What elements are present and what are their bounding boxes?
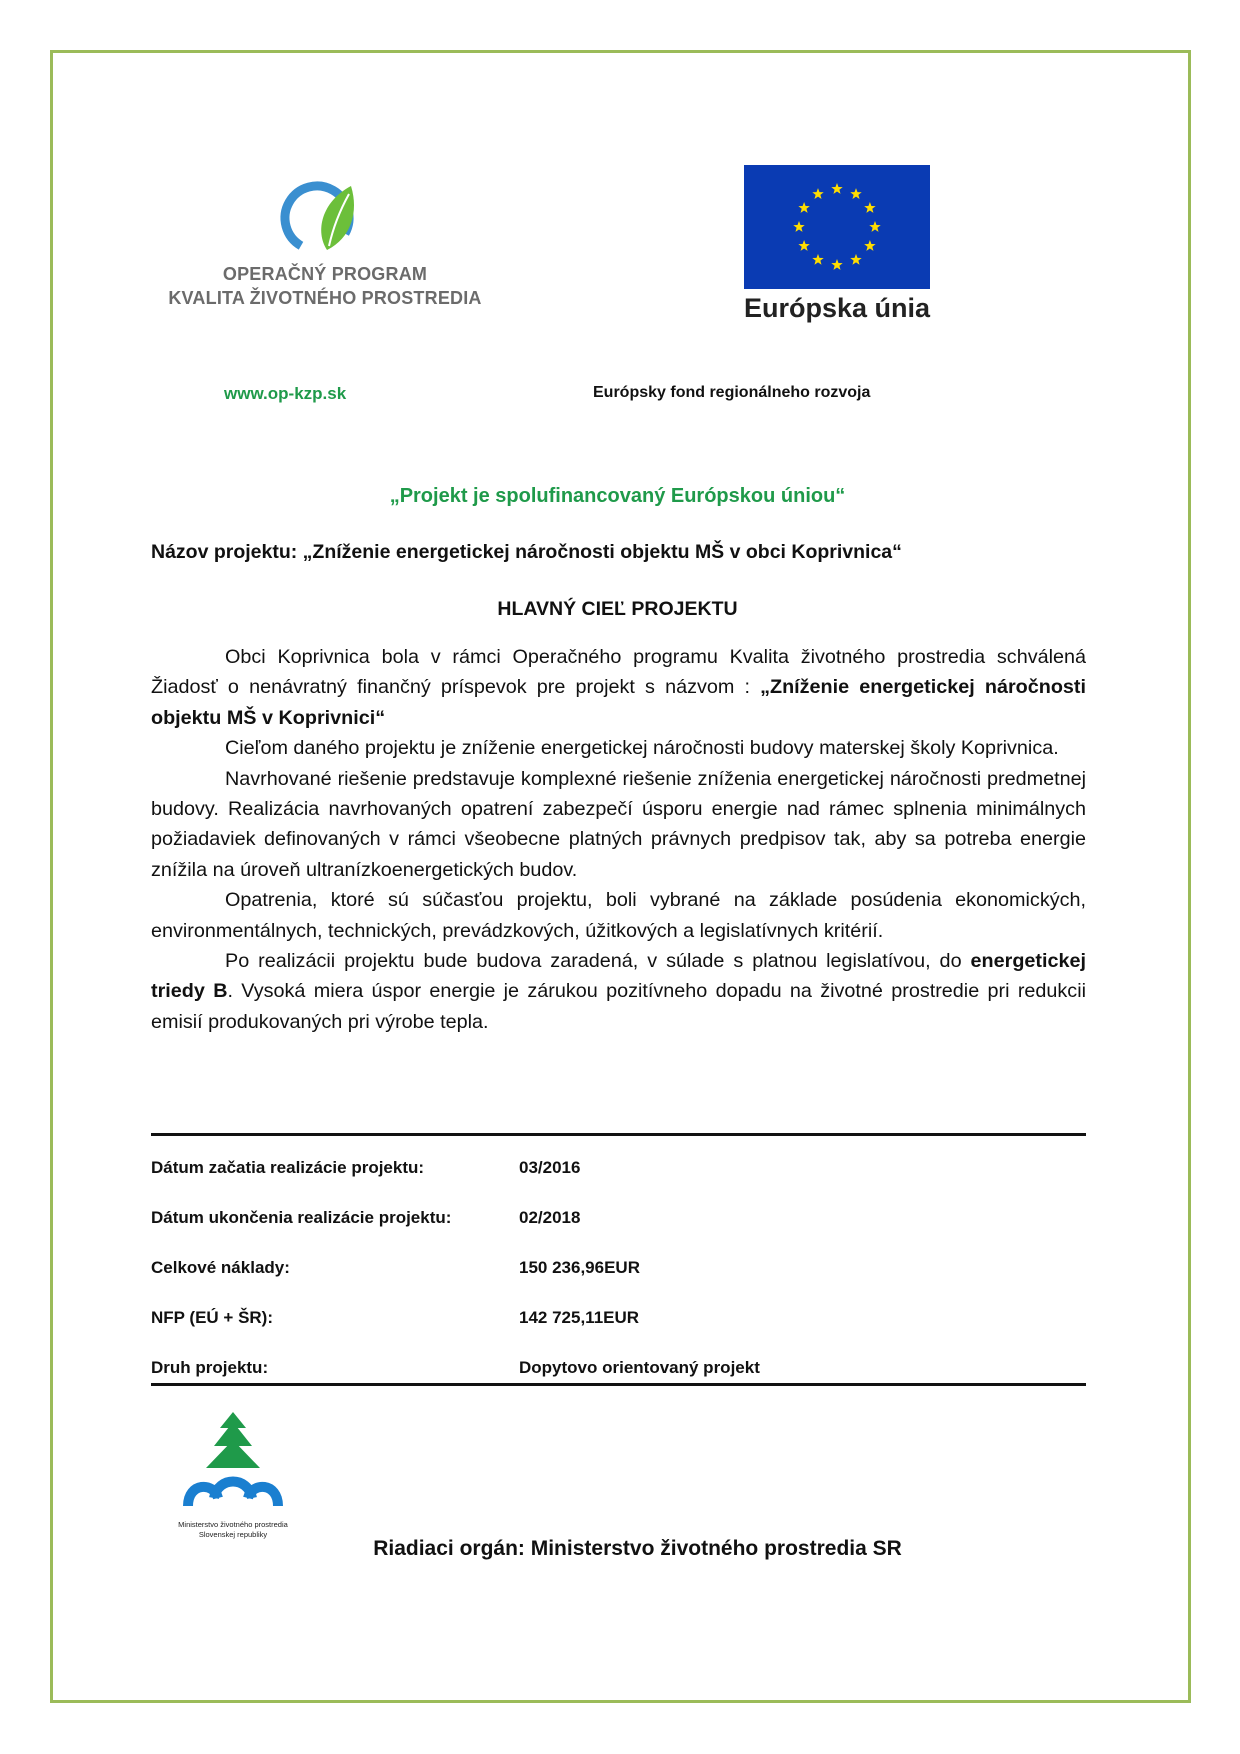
detail-value: 02/2018: [519, 1208, 581, 1227]
detail-row: [151, 1358, 1086, 1382]
paragraph-1: [151, 642, 1086, 733]
detail-row: [151, 1258, 1086, 1282]
paragraph-5-text-a: Po realizácii projektu bude budova zaradená, v súlade s platnou legislatívou, do: [225, 950, 971, 973]
opkzp-line2: KVALITA ŽIVOTNÉHO PROSTREDIA: [168, 288, 482, 308]
eu-star-icon: [798, 240, 809, 251]
eu-star-icon: [812, 188, 823, 199]
eu-star-icon: [831, 183, 842, 194]
eu-star-icon: [793, 221, 804, 232]
paragraph-5-text-b: . Vysoká miera úspor energie je zárukou pozitívneho dopadu na životné prostredie pri redukcii emisií produkovaných pri výrobe tepla.: [151, 980, 1086, 1033]
project-name: Názov projektu: „Zníženie energetickej náročnosti objektu MŠ v obci Koprivnica“: [151, 541, 902, 563]
paragraph-4: Opatrenia, ktoré sú súčasťou projektu, boli vybrané na základe posúdenia ekonomických, environmentálnych, technických, prevádzkových, úžitkových a legislatívnych kritérií.: [151, 889, 1086, 942]
detail-value: 03/2016: [519, 1158, 581, 1177]
eu-star-icon: [864, 240, 875, 251]
project-details-table: [151, 1133, 1086, 1386]
detail-value: 150 236,96EUR: [519, 1258, 640, 1277]
eu-star-icon: [869, 221, 880, 232]
eu-label: Európska únia: [743, 293, 931, 323]
opkzp-line1: OPERAČNÝ PROGRAM: [222, 264, 428, 284]
detail-label: Dátum začatia realizácie projektu:: [151, 1158, 425, 1177]
opkzp-logo: [165, 168, 485, 318]
eu-star-icon: [850, 254, 861, 265]
eu-star-icon: [831, 259, 842, 270]
managing-authority: Riadiaci orgán: Ministerstvo životného prostredia SR: [373, 1537, 902, 1560]
detail-label: Druh projektu:: [151, 1358, 269, 1377]
eu-star-icon: [850, 188, 861, 199]
ministry-caption-line1: Ministerstvo životného prostredia: [178, 1520, 288, 1529]
project-description: [151, 642, 1086, 1037]
eu-star-icon: [812, 254, 823, 265]
detail-value: Dopytovo orientovaný projekt: [519, 1358, 760, 1377]
paragraph-2: Cieľom daného projektu je zníženie energetickej náročnosti budovy materskej školy Koprivnica.: [225, 737, 1059, 760]
paragraph-1-bold: „Zníženie energetickej náročnosti objektu MŠ v Koprivnici“: [151, 676, 1086, 729]
detail-row: [151, 1208, 1086, 1232]
paragraph-5: [151, 946, 1086, 1037]
eu-flag-icon: [744, 165, 930, 289]
eu-star-icon: [864, 202, 875, 213]
website-link[interactable]: www.op-kzp.sk: [224, 384, 347, 403]
paragraph-1-text: Obci Koprivnica bola v rámci Operačného programu Kvalita životného prostredia schválená Žiadosť o nenávratný finančný príspevok pre projekt s názvom :: [151, 646, 1086, 699]
eu-logo: [742, 165, 932, 330]
detail-label: Celkové náklady:: [151, 1258, 290, 1277]
ministry-tree-icon: [180, 1410, 286, 1510]
detail-row: [151, 1158, 1086, 1182]
eu-star-icon: [798, 202, 809, 213]
ministry-logo: [158, 1410, 308, 1540]
section-heading: HLAVNÝ CIEĽ PROJEKTU: [497, 598, 738, 620]
detail-value: 142 725,11EUR: [519, 1308, 640, 1327]
paragraph-3: Navrhované riešenie predstavuje komplexné riešenie zníženia energetickej náročnosti predmetnej budovy. Realizácia navrhovaných opatrení zabezpečí úsporu energie nad rámec splnenia minimálnych požiadaviek definovaných v rámci všeobecne platných právnych predpisov tak, aby sa potreba energie znížila na úroveň ultranízkoenergetických budov.: [151, 767, 1086, 881]
opkzp-emblem-icon: [275, 172, 375, 262]
fund-name: Európsky fond regionálneho rozvoja: [593, 384, 871, 401]
detail-label: Dátum ukončenia realizácie projektu:: [151, 1208, 452, 1227]
ministry-caption-line2: Slovenskej republiky: [198, 1530, 268, 1539]
detail-label: NFP (EÚ + ŠR):: [151, 1308, 274, 1327]
paragraph-5-bold: energetickej triedy B: [151, 950, 1086, 1003]
detail-row: [151, 1308, 1086, 1332]
cofinanced-statement: „Projekt je spolufinancovaný Európskou úniou“: [389, 485, 846, 507]
